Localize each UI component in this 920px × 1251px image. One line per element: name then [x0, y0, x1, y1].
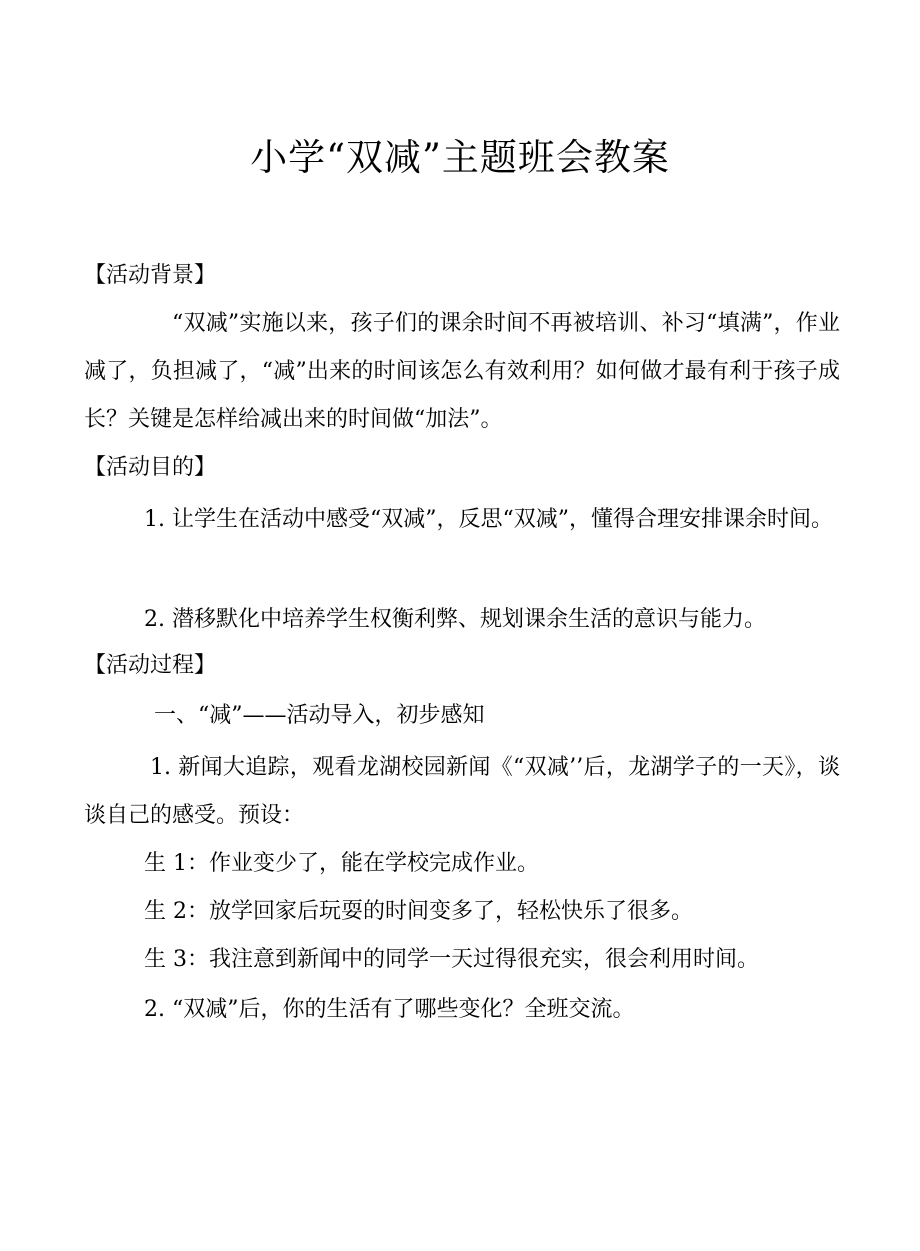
- background-paragraph: “双减”实施以来，孩子们的课余时间不再被培训、补习“填满”，作业减了，负担减了，“减”出来的时间该怎么有效利用？如何做才最有利于孩子成长？关键是怎样给减出来的时间做“加法”。: [84, 311, 840, 432]
- student-response-3: 生 3：我注意到新闻中的同学一天过得很充实，很会利用时间。: [144, 947, 759, 972]
- goal-item-2: 2. 潜移默化中培养学生权衡利弊、规划课余生活的意识与能力。: [144, 607, 766, 632]
- student-response-2: 生 2：放学回家后玩耍的时间变多了，轻松快乐了很多。: [144, 899, 693, 924]
- process-step-1-item-2: 2. “双减”后，你的生活有了哪些变化？全班交流。: [144, 997, 635, 1022]
- process-step-1-title: 一、“减”——活动导入，初步感知: [154, 703, 485, 728]
- process-step-1-item-1: 1. 新闻大追踪，观看龙湖校园新闻《“双减’’后，龙湖学子的一天》，谈谈自己的感受。预设：: [84, 755, 840, 828]
- student-response-1: 生 1：作业变少了，能在学校完成作业。: [144, 851, 539, 876]
- section-heading-background: 【活动背景】: [84, 263, 217, 288]
- goal-item-1: 1. 让学生在活动中感受“双减”，反思“双减”，懂得合理安排课余时间。: [144, 507, 833, 532]
- section-heading-process: 【活动过程】: [84, 653, 217, 678]
- section-heading-goal: 【活动目的】: [84, 455, 217, 480]
- document-title: 小学“双减”主题班会教案: [250, 136, 670, 179]
